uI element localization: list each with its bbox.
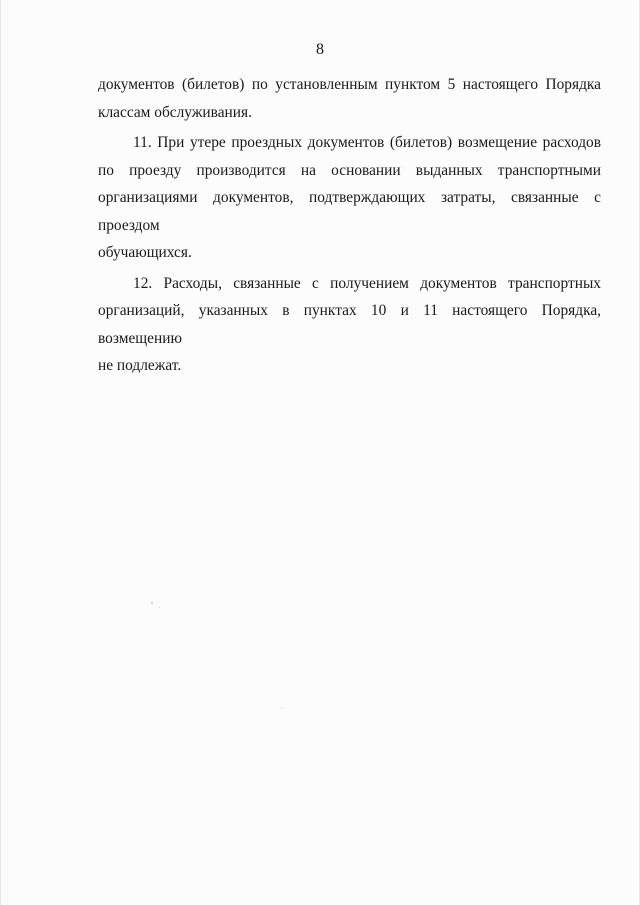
text-line: по проезду производится на основании выданных транспортными	[98, 161, 601, 179]
scan-speck	[281, 707, 282, 708]
scan-speck	[159, 607, 160, 608]
paragraph-continuation	[98, 71, 601, 126]
text-line: организаций, указанных в пунктах 10 и 11 настоящего Порядка, возмещению	[98, 302, 601, 347]
scan-speck	[151, 602, 153, 604]
document-body	[98, 71, 601, 380]
text-line: не подлежат.	[98, 357, 182, 374]
text-line: 12. Расходы, связанные с получением документов транспортных	[133, 274, 601, 292]
paragraph-item-11	[98, 129, 601, 267]
text-line: документов (билетов) по установленным пунктом 5 настоящего Порядка	[98, 76, 601, 93]
page-number: 8	[316, 41, 324, 58]
text-line: обучающихся.	[98, 244, 192, 261]
text-line: классам обслуживания.	[98, 103, 252, 121]
paragraph-item-12	[98, 270, 601, 380]
text-line: 11. При утере проездных документов (билетов) возмещение расходов	[133, 134, 601, 151]
text-line: организациями документов, подтверждающих затраты, связанные с проездом	[98, 189, 601, 234]
